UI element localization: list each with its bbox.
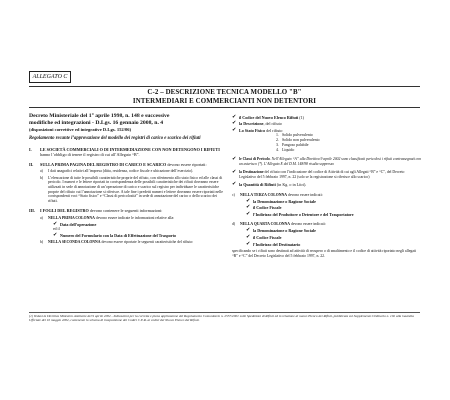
checkmark-icon: ✔ xyxy=(246,227,251,234)
check-text: (1) xyxy=(298,114,305,120)
item-heading: NELLA QUARTA COLONNA xyxy=(240,222,291,227)
checkmark-icon: ✔ xyxy=(246,234,251,241)
check-text: Data dell’operazione xyxy=(60,221,97,227)
item-label: a) xyxy=(40,169,43,174)
check-numero-formulario xyxy=(29,233,224,238)
title-rule-top xyxy=(29,86,420,87)
checkmark-icon: ✔ xyxy=(246,211,251,218)
section-i-heading: LE SOCIETÀ COMMERCIALI O DI INTERMEDIAZIONE CON NON DETENGONO I RIFIUTI xyxy=(40,146,220,152)
check-codice-cer xyxy=(232,115,422,120)
section-iii-item-b xyxy=(29,240,224,245)
checkmark-icon: ✔ xyxy=(246,240,251,247)
check-quantita xyxy=(232,182,422,187)
item-text: devono essere indicate le informazioni relative alla: xyxy=(94,215,175,220)
check-text: la Denominazione o Ragione Sociale xyxy=(253,228,316,234)
check-heading: il Codice del Nuovo Elenco Rifiuti xyxy=(239,114,299,120)
section-iii-text: devono contenere le seguenti informazioni: xyxy=(88,208,163,214)
item-heading: NELLA SECONDA COLONNA xyxy=(48,240,101,245)
section-i-text: hanno l’obbligo di tenere il registro di cui all’Allegato “B”. xyxy=(40,151,140,157)
checkmark-icon: ✔ xyxy=(232,169,237,176)
item-label: a) xyxy=(40,215,43,220)
section-i-number: I. xyxy=(29,146,32,152)
regolamento-text: Regolamento recante l’approvazione del modello dei registri di carico e scarico dei rifiuti xyxy=(29,135,201,141)
title-rule-bottom xyxy=(29,107,420,108)
check-text: la Denominazione o Ragione Sociale xyxy=(253,198,316,204)
check-c-codice-fiscale xyxy=(232,205,422,210)
check-text: del rifiuto xyxy=(265,127,283,133)
check-d-indirizzo xyxy=(232,242,422,247)
checkmark-icon: ✔ xyxy=(246,204,251,211)
section-item-d xyxy=(232,222,422,227)
checkmark-icon: ✔ xyxy=(232,181,237,188)
check-c-indirizzo xyxy=(232,212,422,217)
conjunction-text: ed il xyxy=(53,226,60,231)
check-text: il Codice Fiscale xyxy=(253,235,282,241)
list-item: 4. Liquido xyxy=(276,148,295,153)
stato-fisico-list xyxy=(232,133,422,153)
check-text: (in Kg. o in Litri). xyxy=(275,182,307,188)
section-iii-heading: I FOGLI DEL REGISTRO xyxy=(40,208,89,214)
list-item: 2. Solido non pulverulento xyxy=(276,138,320,143)
section-iii xyxy=(29,208,224,213)
check-text: l’Indirizzo del Produttore o Detentore e del Trasportatore xyxy=(253,212,354,218)
decree-line-2: modifiche ed integrazioni - D.Lgs. 16 gennaio 2008, n. 4 xyxy=(29,119,164,126)
item-text: L’elencazione di tutte le possibili caratteristiche proprie del rifiuto, con riferimento allo stato fisico ed alle classi di pericolo. I numeri e le lettere riportati in corrispondenza delle possibili caratteristiche dei rifiuti dovranno essere utilizzati in sede di annotazione di un’operazione di carico e scarico sul registro per individuare le caratteristiche proprie del rifiuto cui l’annotazione si riferisce. A tale fine i predetti numeri e lettere dovranno essere riportati nelle corrispondenti voci “Stato fisico” e “Classi di pericolosità” in sede di annotazione del carico o dello scarico dei rifiuti. xyxy=(48,175,223,203)
item-label: c) xyxy=(232,192,235,197)
check-classi-pericolo xyxy=(232,157,422,166)
checkmark-icon: ✔ xyxy=(232,120,237,127)
check-stato-fisico xyxy=(232,128,422,133)
list-item: 1. Solido pulverulento xyxy=(276,133,313,138)
checkmark-icon: ✔ xyxy=(246,197,251,204)
item-text: devono essere indicati: xyxy=(286,192,323,197)
decree-subheading: (disposizioni correttive ed integrative D.Lgs. 152/06) xyxy=(29,126,132,132)
item-label: b) xyxy=(40,240,44,245)
checkmark-icon: ✔ xyxy=(232,113,237,120)
section-ii-number: II. xyxy=(29,162,34,167)
page-title xyxy=(29,88,420,106)
section-ii-heading: SULLA PRIMA PAGINA DEL REGISTRO DI CARICO E SCARICO xyxy=(40,162,167,167)
title-line-2: INTERMEDIARI E COMMERCIANTI NON DETENTORI xyxy=(132,98,317,105)
item-heading: NELLA PRIMA COLONNA xyxy=(48,215,95,220)
check-text: , del rifiuto xyxy=(263,121,282,127)
right-column xyxy=(232,113,422,258)
check-text: del rifiuto con l’indicazione del codice di Attività di cui agli Allegati “B” e “C”, del Decreto Legislativo del 5 febbraio 1997, n. 22 (solo se la registrazione si riferisce allo scarico) xyxy=(239,170,405,179)
footnote: (1) Vedasi la Direttiva Ministero Ambiente del 9 aprile 2002 - Indicazioni per la corretta e piena applicazione del Regolamento Comunitario n. 2557/2001 sulle Spedizioni di Rifiuti ed in relazione al nuovo Elenco dei Rifiuti, pubblicata sul Supplemento Ordinario n. 102 alla Gazzetta Ufficiale del 10 maggio 2002, contenente lo schema di trasposizione dei Codici C.E.R. ai codici del Nuovo Elenco dei Rifiuti. xyxy=(29,314,414,323)
item-text: devono essere riportate le seguenti caratteristiche del rifiuto: xyxy=(100,240,194,245)
checkmark-icon: ✔ xyxy=(53,220,58,227)
decree-line-1: Decreto Ministeriale del 1° aprile 1998, n. 148 e successive xyxy=(29,113,170,119)
check-destinazione xyxy=(232,170,422,179)
item-text: devono essere indicati: xyxy=(290,222,326,227)
footnote-rule xyxy=(29,312,420,313)
checkmark-icon: ✔ xyxy=(53,231,58,238)
section-d-after-text: specificando se i rifiuti sono destinati ad attività di recupero o di smaltimento e il codice di attività riportato negli allegati “B” e “C” del Decreto Legislativo del 5 febbraio 1997, n. 22. xyxy=(232,249,417,258)
check-c-denominazione xyxy=(232,199,422,204)
section-iii-item-a xyxy=(29,216,224,221)
title-line-1: C-2 – DESCRIZIONE TECNICA MODELLO "B" xyxy=(147,89,302,96)
left-column xyxy=(29,113,224,245)
item-label: b) xyxy=(40,175,44,180)
check-heading: la Destinazione xyxy=(239,170,264,175)
check-heading: la Descrizione xyxy=(239,121,264,127)
section-ii-item-b xyxy=(29,176,224,204)
decree-heading xyxy=(29,113,224,127)
section-ii xyxy=(29,162,224,167)
allegato-label: ALLEGATO C xyxy=(29,71,71,83)
section-iii-number: III. xyxy=(29,208,35,214)
check-text: . Nell’Allegato “A” alla Direttiva 9 aprile 2002 sono classificati pericolosi i rifiuti contrassegnati con un asterisco (*). L’Allegato E del D.M. 148/98 risulta soppresso xyxy=(239,157,421,166)
section-ii-text: devono essere riportati: xyxy=(166,162,207,167)
check-descrizione xyxy=(232,121,422,126)
check-text: il Codice Fiscale xyxy=(253,205,282,211)
check-d-denominazione xyxy=(232,228,422,233)
item-text: I dati anagrafici relativi all’impresa (ditta, residenza, codice fiscale e ubicazione dell’esercizio). xyxy=(48,169,194,174)
check-heading: le Classi di Pericolo xyxy=(239,157,270,162)
checkmark-icon: ✔ xyxy=(232,156,237,163)
check-heading: la Quantità di Rifiuti xyxy=(239,182,276,188)
item-label: d) xyxy=(232,222,236,227)
section-item-c xyxy=(232,193,422,198)
check-heading: Lo Stato Fisico xyxy=(239,127,266,133)
section-ii-item-a xyxy=(29,169,224,174)
item-heading: NELLA TERZA COLONNA xyxy=(240,192,287,197)
checkmark-icon: ✔ xyxy=(232,126,237,133)
list-item: 3. Fangoso palabile xyxy=(276,143,309,148)
check-d-codice-fiscale xyxy=(232,235,422,240)
check-text: Numero del Formulario con la Data di Effettuazione del Trasporto xyxy=(60,232,177,238)
section-i xyxy=(29,147,224,157)
check-text: l’Indirizzo del Destinatario xyxy=(253,241,301,247)
